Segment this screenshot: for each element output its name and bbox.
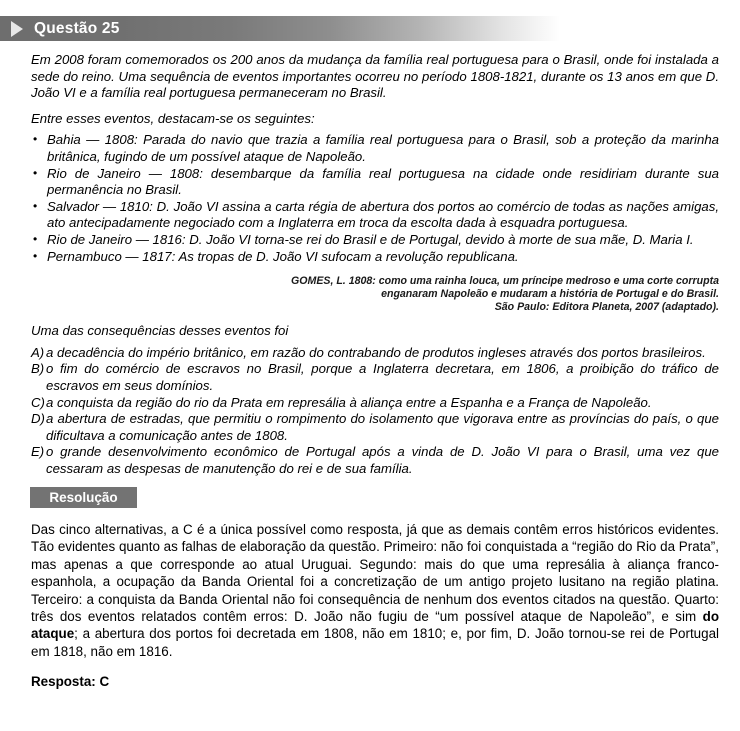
question-command: Uma das consequências desses eventos foi bbox=[31, 323, 289, 339]
question-content bbox=[31, 52, 719, 477]
resolution-part-1: Das cinco alternativas, a C é a única possível como resposta, já que as demais contêm erros históricos evidentes. Tão evidentes quanto as falhas de elaboração da questão. Primeiro: não foi conquistada a “região do Rio da Prata”, mas apenas a que corresponde ao atual Uruguai. Segundo: mais do que uma represália à aliança franco-espanhola, a ocupação da Banda Oriental foi a concretização de um antigo projeto lusitano na região platina. Terceiro: a conquista da Banda Oriental não foi consequência de nenhum dos eventos citados na questão. Quarto: três dos eventos relatados contêm erros: D. João não fugiu de “um possível ataque de Napoleão”, e sim bbox=[31, 522, 719, 625]
resolution-banner bbox=[30, 487, 137, 508]
alternative-e[interactable] bbox=[31, 444, 719, 477]
answer-label: Resposta: C bbox=[31, 674, 110, 690]
alternative-d[interactable] bbox=[31, 411, 719, 444]
citation-line: enganaram Napoleão e mudaram a história de Portugal e do Brasil. bbox=[381, 288, 719, 301]
alternatives-list bbox=[31, 345, 719, 478]
list-item: • Salvador — 1810: D. João VI assina a carta régia de abertura dos portos ao comércio de todas as nações amigas, ato antecipadamente negociado com a Inglaterra em troca da escolta dada à esquadra portuguesa. bbox=[31, 199, 719, 232]
alternative-text: o grande desenvolvimento econômico de Portugal após a vinda de D. João VI para o Brasil, uma vez que cessaram as despesas de manutenção do rei e de sua família. bbox=[46, 444, 719, 476]
triangle-right-icon bbox=[11, 21, 23, 37]
question-title: Questão 25 bbox=[34, 19, 120, 37]
alternative-b[interactable] bbox=[31, 361, 719, 394]
list-item: • Rio de Janeiro — 1808: desembarque da família real portuguesa na cidade onde residiriam durante sua permanência no Brasil. bbox=[31, 166, 719, 199]
source-citation bbox=[31, 275, 719, 314]
alternative-key: B) bbox=[31, 361, 45, 377]
alternative-text: a conquista da região do rio da Prata em represália à aliança entre a Espanha e a França de Napoleão. bbox=[46, 394, 652, 410]
alternative-key: E) bbox=[31, 444, 45, 460]
resolution-paragraph bbox=[31, 521, 719, 660]
question-banner bbox=[0, 16, 560, 41]
resolution-emphasis: do ataque bbox=[31, 609, 719, 642]
alternative-text: a abertura de estradas, que permitiu o rompimento do isolamento que vigorava entre as províncias do país, o que dificultava a comunicação antes de 1808. bbox=[46, 411, 719, 443]
event-list bbox=[31, 132, 719, 265]
list-item: • Rio de Janeiro — 1816: D. João VI torna-se rei do Brasil e de Portugal, devido à morte de sua mãe, D. Maria I. bbox=[31, 232, 719, 249]
citation-line: GOMES, L. 1808: como uma rainha louca, um príncipe medroso e uma corte corrupta bbox=[291, 275, 719, 288]
alternative-a[interactable] bbox=[31, 345, 719, 362]
statement-intro: Em 2008 foram comemorados os 200 anos da mudança da família real portuguesa para o Brasil, onde foi instalada a sede do reino. Uma sequência de eventos importantes ocorreu no período 1808-1821, durante os 13 anos em que D. João VI e a família real portuguesa permaneceram no Brasil. bbox=[31, 52, 719, 101]
alternative-text: a decadência do império britânico, em razão do contrabando de produtos ingleses através dos portos brasileiros. bbox=[46, 344, 706, 360]
resolution-title: Resolução bbox=[49, 490, 118, 505]
alternative-c[interactable] bbox=[31, 395, 719, 412]
alternative-key: C) bbox=[31, 394, 45, 410]
alternative-key: D) bbox=[31, 411, 45, 427]
list-item: • Bahia — 1808: Parada do navio que trazia a família real portuguesa para o Brasil, sob a proteção da marinha britânica, fugindo de um possível ataque de Napoleão. bbox=[31, 132, 719, 165]
resolution-content bbox=[31, 521, 719, 689]
list-item: • Pernambuco — 1817: As tropas de D. João VI sufocam a revolução republicana. bbox=[31, 249, 719, 266]
resolution-part-2: ; a abertura dos portos foi decretada em 1808, não em 1810; e, por fim, D. João tornou-se rei de Portugal em 1818, não em 1816. bbox=[31, 626, 719, 659]
alternative-text: o fim do comércio de escravos no Brasil, porque a Inglaterra decretara, em 1806, a proibição do tráfico de escravos em seus domínios. bbox=[46, 361, 719, 393]
citation-line: São Paulo: Editora Planeta, 2007 (adaptado). bbox=[494, 301, 719, 314]
statement-lead-in: Entre esses eventos, destacam-se os seguintes: bbox=[31, 110, 315, 126]
alternative-key: A) bbox=[31, 344, 45, 360]
